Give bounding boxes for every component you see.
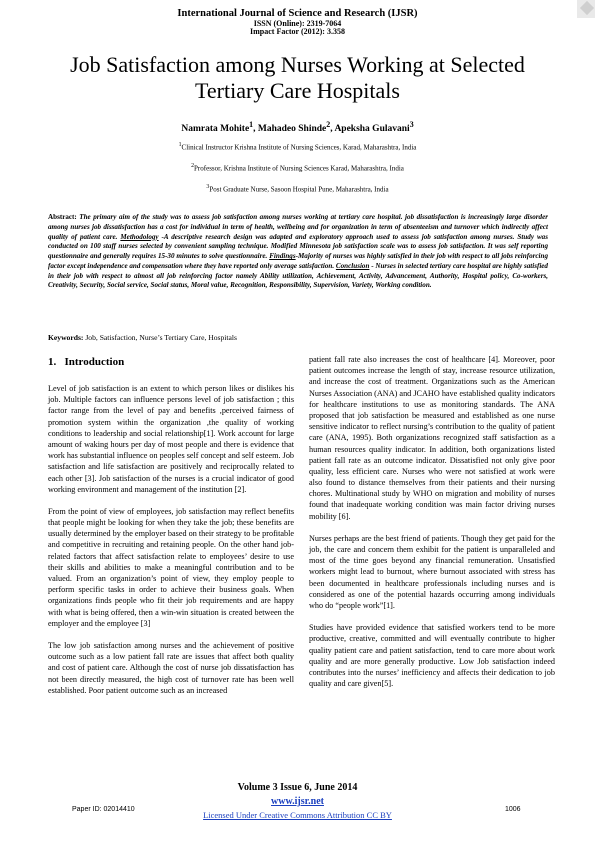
findings-label: Findings [269,252,296,261]
journal-header [0,8,595,37]
footer-page-number: 1006 [505,806,521,813]
journal-impact-factor: Impact Factor (2012): 3.358 [250,27,345,37]
author-1-sup: 1 [249,120,254,129]
keywords-label: Keywords: [48,333,84,342]
author-3: Apeksha Gulavani [334,124,410,135]
footer-paper-id: Paper ID: 02014410 [72,806,135,813]
section-heading: 1. Introduction [48,356,125,368]
keywords-text: Job, Satisfaction, Nurse’s Tertiary Care, Hospitals [85,333,237,342]
affiliation-2: $^2$Professor, Krishna Institute of Nursing Sciences Karad, Maharashtra, India [191,163,404,173]
paragraph: The low job satisfaction among nurses and the achievement of positive outcome such as a low patient fall rate are issues that affect both quality and cost of patient care. Although the cost of nurse job dissatisfaction has not been directly measured, the high cost of turnover rate has been well established. Poor patient outcome such as an increased [48,640,294,695]
right-column [309,354,555,700]
footer-journal-link[interactable]: www.ijsr.net [271,796,324,807]
paragraph: patient fall rate also increases the cost of healthcare [4]. Moreover, poor patient outcomes increase the length of stay, increase resource utilization, and increase the cost of treatment. Organizations such as the American Nurses Association (ANA) and JCAHO have established quality indicators for healthcare institutions to use as monitoring standards. The ANA proposed that job satisfaction be measured and established as one nurse sensitive indicator to reflect nursing’s contribution to the quality of patient care (ANA, 1995). Both organizations recognized staff satisfaction as a human resources quality indicator. In addition, both organizations listed patient fall rate as an outcome indicator. Dissatisfied not only give poor quality, less efficient care. Nurses who were not satisfied at work were also found to distance themselves from their patients and their nursing chores. Multinational study by WHO on migration and mobility of nurses found that inadequate working condition was main factor driving nurses mobility [6]. [309,355,555,521]
journal-name: International Journal of Science and Research (IJSR) [177,8,418,19]
conclusion-label: Conclusion [335,261,370,270]
footer-volume: Volume 3 Issue 6, June 2014 [237,782,358,793]
abstract-label: Abstract: [48,213,77,221]
paragraph: From the point of view of employees, job satisfaction may reflect benefits that people might be looking for when they take the job; these benefits are usually determined by the employer based on their strategy to be profitable and competitive in recruiting and retaining people. On the other hand job-related factors that affect satisfaction relate to employees’ desire to use their skills and abilities to make a meaningful contribution and to be valued. From an organization’s point of view, they employ people to perform specific tasks in order to achieve their business goals. When organizations finds people who fit their job requirements and are happy with what is being offered, then a win-win situation is created between the employer and the employee [3] [48,506,294,628]
affiliation-3: $^3$Post Graduate Nurse, Sasoon Hospital Pune, Maharashtra, India [206,184,389,194]
author-2: Mahadeo Shinde [257,124,327,135]
left-column [48,355,294,707]
abstract-intro: The primary aim of the study was to assess job satisfaction among nurses working at tertiary care hospital. job dissatisfaction is increasingly large disorder among nurses job dissatisfaction has a cost for individual in term of health, wellbeing and for organization in term of absenteeism and turnover which indirectly affect quality of patient care. [48,213,548,241]
author-1: Namrata Mohite [181,124,250,135]
author-3-sup: 3 [409,120,414,129]
journal-issn: ISSN (Online): 2319-7064 [253,18,342,28]
paragraph: Studies have provided evidence that satisfied workers tend to be more productive, creative, committed and will eventually contribute to higher quality patient care and patient satisfaction, tend to care more about work quality and are more generally productive. Low Job satisfaction indeed contributes into the nurses’ inefficiency and affects their dedication to job quality and care given[5]. [309,623,555,689]
abstract [48,213,548,291]
paper-title: Job Satisfaction among Nurses Working at Selected Tertiary Care Hospitals [70,52,525,104]
methodology-label: Methodology [120,232,159,241]
footer-license-link[interactable]: Licensed Under Creative Commons Attribution CC BY [203,810,392,820]
abstract-methodology: -A descriptive research design was adapted and exploratory approach used to assess job satisfaction among nurses. Study was conducted on 100 staff nurses selected by convenient sampling technique. Modified Minnesota job satisfaction scale was to assess job satisfaction. It was self reporting questionnaire and generally requires 15-30 minutes to solve questionnaire. [48,232,548,261]
abstract-findings: -Majority of nurses was highly satisfied in their job with respect to all jobs reinforcing factor except independence and compensation where they have reported only average satisfaction. [48,252,548,270]
author-2-sup: 2 [326,120,331,129]
paragraph: Level of job satisfaction is an extent to which person likes or dislikes his job. Multiple factors can influence persons level of job satisfaction ; this factor range from the level of pay and benefits ,perceived fairness of promotion system within the organization ,the quality of working conditions to leadership and social relationship[1]. Work account for large amount of waking hours per day of most people and there is evidence that work has substantial influence on peoples self concept and self esteem. Job satisfaction and life satisfaction are positively and reciprocally related to each other [3]. Job satisfaction of the nurses is a crucial indicator of good working environment and management of the institution [2]. [48,384,295,494]
affiliation-1: $^1$Clinical Instructor Krishna Institute of Nursing Sciences, Karad, Maharashtra, India [178,142,417,152]
author-list: Namrata Mohite$^1$, Mahadeo Shinde$^2$, Apeksha Gulavani$^3$ [181,120,414,135]
paragraph: Nurses perhaps are the best friend of patients. Though they get paid for the job, the care and concern them exhibit for the patient is unparalleled and most of the time goes beyond any financial remuneration. Unsatisfied workers might lead to burnout, where burnout associated with stress has been documented in healthcare professionals including nurses and is considered as one of the potential hazards occurring among individuals who do “people work”[1]. [309,533,555,610]
abstract-conclusion: - Nurses in selected tertiary care hospital are highly satisfied in their job with respect to almost all job reinforcing factor namely Ability utilization, Achievement, Activity, Advancement, Authority, Hospital policy, Co-workers, Creativity, Security, Social service, Social status, Moral value, Recognition, Responsibility, Supervision, Variety, Working condition. [48,261,548,290]
keywords [48,333,548,342]
